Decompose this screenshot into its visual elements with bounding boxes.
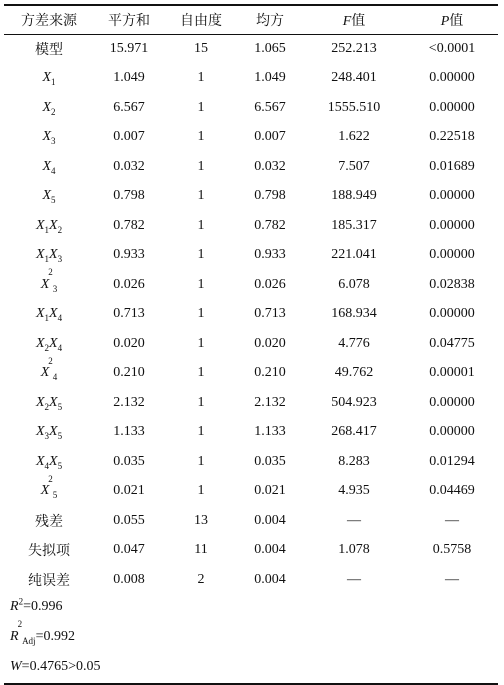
note-r2-letter: R bbox=[10, 599, 19, 614]
note-w-letter: W bbox=[10, 659, 22, 674]
table-row bbox=[4, 536, 498, 566]
note-r2adj-letter: R bbox=[10, 629, 19, 644]
table-row bbox=[4, 152, 498, 182]
cell-p-value: 0.00000 bbox=[429, 70, 475, 86]
cell-f-value: 1555.510 bbox=[327, 99, 381, 115]
cell-mean-square: 0.004 bbox=[254, 542, 286, 558]
cell-sum-of-squares: 0.035 bbox=[113, 453, 145, 469]
table-row bbox=[4, 241, 498, 271]
cell-p-value: — bbox=[445, 571, 459, 587]
cell-df: 1 bbox=[197, 217, 205, 233]
cell-df: 1 bbox=[197, 158, 205, 174]
cell-f-value: 7.507 bbox=[338, 158, 370, 174]
cell-p-value: 0.04775 bbox=[429, 335, 475, 351]
cell-f-value: 188.949 bbox=[331, 188, 377, 204]
cell-p-value: — bbox=[445, 512, 459, 528]
cell-f-value: 49.762 bbox=[334, 365, 374, 381]
header-f-letter: F bbox=[342, 14, 352, 29]
cell-df: 1 bbox=[197, 335, 205, 351]
table-row bbox=[4, 477, 498, 507]
cell-p-value: 0.22518 bbox=[429, 129, 475, 145]
cell-source-term: $X_2$ bbox=[42, 99, 56, 117]
table-row bbox=[4, 182, 498, 212]
cell-source-term: $X_1X_4$ bbox=[35, 306, 63, 324]
cell-p-value: 0.00000 bbox=[429, 247, 475, 263]
cell-source-term: $X_1X_3$ bbox=[35, 247, 63, 265]
cell-df: 1 bbox=[197, 276, 205, 292]
cell-mean-square: 1.049 bbox=[254, 70, 286, 86]
note-r2adj-sup: 2 bbox=[17, 619, 23, 630]
header-f-suffix: 值 bbox=[351, 14, 366, 29]
table-row bbox=[4, 506, 498, 536]
cell-f-value: 252.213 bbox=[331, 40, 377, 56]
cell-p-value: 0.01689 bbox=[429, 158, 475, 174]
cell-p-value: 0.00000 bbox=[429, 99, 475, 115]
cell-sum-of-squares: 0.055 bbox=[113, 512, 145, 528]
table-row bbox=[4, 300, 498, 330]
cell-f-value: 168.934 bbox=[331, 306, 377, 322]
cell-mean-square: 1.065 bbox=[254, 40, 286, 56]
cell-sum-of-squares: 0.798 bbox=[113, 188, 145, 204]
cell-sum-of-squares: 0.210 bbox=[113, 365, 145, 381]
table-row bbox=[4, 93, 498, 123]
cell-source: 模型 bbox=[35, 42, 63, 58]
cell-mean-square: 1.133 bbox=[254, 424, 286, 440]
cell-source: 纯误差 bbox=[28, 573, 70, 589]
cell-source-term: $X_5$ bbox=[42, 188, 56, 206]
cell-mean-square: 0.004 bbox=[254, 571, 286, 587]
cell-sum-of-squares: 0.032 bbox=[113, 158, 145, 174]
cell-f-value: 1.622 bbox=[338, 129, 370, 145]
cell-sum-of-squares: 1.049 bbox=[113, 70, 145, 86]
cell-mean-square: 0.782 bbox=[254, 217, 286, 233]
cell-f-value: 6.078 bbox=[338, 276, 370, 292]
cell-source-term: $X_4X_5$ bbox=[35, 453, 63, 471]
note-w-value: =0.4765>0.05 bbox=[21, 659, 101, 674]
cell-mean-square: 0.035 bbox=[254, 453, 286, 469]
cell-p-value: 0.5758 bbox=[432, 542, 472, 558]
cell-df: 1 bbox=[197, 483, 205, 499]
cell-df: 1 bbox=[197, 424, 205, 440]
cell-p-value: 0.00000 bbox=[429, 217, 475, 233]
cell-sum-of-squares: 15.971 bbox=[109, 40, 149, 56]
cell-source-term: $X^2_5$ bbox=[40, 473, 58, 501]
cell-source: 失拟项 bbox=[28, 544, 70, 560]
table-notes bbox=[10, 592, 100, 682]
cell-source-term: $X_2X_4$ bbox=[35, 335, 63, 353]
cell-source-term: $X_1X_2$ bbox=[35, 217, 63, 235]
cell-df: 11 bbox=[194, 542, 208, 558]
cell-f-value: 8.283 bbox=[338, 453, 370, 469]
cell-sum-of-squares: 0.026 bbox=[113, 276, 145, 292]
cell-source-term: $X_3X_5$ bbox=[35, 424, 63, 442]
cell-f-value: 268.417 bbox=[331, 424, 377, 440]
header-source: 方差来源 bbox=[21, 14, 77, 29]
table-row bbox=[4, 447, 498, 477]
cell-df: 2 bbox=[197, 571, 205, 587]
note-r2adj-scripts bbox=[17, 619, 36, 652]
header-mean-square: 均方 bbox=[256, 14, 284, 29]
header-sum-of-squares: 平方和 bbox=[108, 14, 150, 29]
table-body bbox=[4, 34, 498, 595]
cell-source-term: $X_4$ bbox=[42, 158, 56, 176]
note-r2 bbox=[10, 592, 100, 622]
cell-source-term: $X_1$ bbox=[42, 70, 56, 88]
note-r2-value: =0.996 bbox=[23, 599, 63, 614]
cell-df: 1 bbox=[197, 188, 205, 204]
cell-mean-square: 0.032 bbox=[254, 158, 286, 174]
cell-sum-of-squares: 0.021 bbox=[113, 483, 145, 499]
table-row bbox=[4, 359, 498, 389]
note-r2-adj bbox=[10, 619, 100, 652]
cell-mean-square: 0.020 bbox=[254, 335, 286, 351]
cell-f-value: 221.041 bbox=[331, 247, 377, 263]
cell-df: 13 bbox=[194, 512, 208, 528]
note-r2adj-value: =0.992 bbox=[35, 629, 75, 644]
cell-p-value: 0.04469 bbox=[429, 483, 475, 499]
cell-sum-of-squares: 0.933 bbox=[113, 247, 145, 263]
cell-sum-of-squares: 0.047 bbox=[113, 542, 145, 558]
cell-p-value: 0.01294 bbox=[429, 453, 475, 469]
cell-df: 1 bbox=[197, 247, 205, 263]
cell-p-value: 0.00001 bbox=[429, 365, 475, 381]
cell-p-value: 0.00000 bbox=[429, 424, 475, 440]
anova-table bbox=[4, 6, 498, 595]
cell-sum-of-squares: 0.020 bbox=[113, 335, 145, 351]
cell-source-term: $X_2X_5$ bbox=[35, 394, 63, 412]
cell-df: 1 bbox=[197, 129, 205, 145]
cell-mean-square: 0.004 bbox=[254, 512, 286, 528]
cell-df: 1 bbox=[197, 306, 205, 322]
cell-sum-of-squares: 6.567 bbox=[113, 99, 145, 115]
cell-f-value: 4.776 bbox=[338, 335, 370, 351]
cell-source-term: $X^2_4$ bbox=[40, 355, 58, 383]
cell-mean-square: 0.021 bbox=[254, 483, 286, 499]
cell-f-value: — bbox=[347, 571, 361, 587]
cell-p-value: 0.00000 bbox=[429, 188, 475, 204]
cell-sum-of-squares: 0.007 bbox=[113, 129, 145, 145]
note-r2adj-sub: Adj bbox=[22, 635, 36, 646]
cell-source-term: $X_3$ bbox=[42, 129, 56, 147]
cell-mean-square: 2.132 bbox=[254, 394, 286, 410]
table-row bbox=[4, 123, 498, 153]
header-p-letter: P bbox=[440, 14, 450, 29]
table-row bbox=[4, 64, 498, 94]
table-row bbox=[4, 34, 498, 64]
cell-sum-of-squares: 0.782 bbox=[113, 217, 145, 233]
cell-df: 15 bbox=[194, 40, 208, 56]
header-degrees-of-freedom: 自由度 bbox=[180, 14, 222, 29]
cell-mean-square: 0.007 bbox=[254, 129, 286, 145]
cell-f-value: 248.401 bbox=[331, 70, 377, 86]
cell-sum-of-squares: 0.008 bbox=[113, 571, 145, 587]
cell-f-value: 185.317 bbox=[331, 217, 377, 233]
cell-mean-square: 6.567 bbox=[254, 99, 286, 115]
cell-p-value: <0.0001 bbox=[428, 40, 476, 56]
cell-df: 1 bbox=[197, 365, 205, 381]
table-header-row bbox=[4, 6, 498, 34]
cell-mean-square: 0.210 bbox=[254, 365, 286, 381]
cell-p-value: 0.00000 bbox=[429, 394, 475, 410]
cell-p-value: 0.00000 bbox=[429, 306, 475, 322]
note-w bbox=[10, 652, 100, 682]
cell-sum-of-squares: 1.133 bbox=[113, 424, 145, 440]
cell-mean-square: 0.026 bbox=[254, 276, 286, 292]
table-row bbox=[4, 388, 498, 418]
cell-mean-square: 0.933 bbox=[254, 247, 286, 263]
cell-f-value: 4.935 bbox=[338, 483, 370, 499]
header-p-value bbox=[406, 6, 498, 34]
table-row bbox=[4, 418, 498, 448]
cell-df: 1 bbox=[197, 453, 205, 469]
cell-f-value: 504.923 bbox=[331, 394, 377, 410]
cell-df: 1 bbox=[197, 99, 205, 115]
table-row bbox=[4, 565, 498, 595]
cell-sum-of-squares: 0.713 bbox=[113, 306, 145, 322]
cell-sum-of-squares: 2.132 bbox=[113, 394, 145, 410]
cell-df: 1 bbox=[197, 70, 205, 86]
note-r2-sup: 2 bbox=[18, 596, 24, 607]
header-f-value bbox=[302, 6, 406, 34]
header-p-suffix: 值 bbox=[449, 14, 464, 29]
cell-mean-square: 0.798 bbox=[254, 188, 286, 204]
cell-source: 残差 bbox=[35, 514, 63, 530]
table-row bbox=[4, 211, 498, 241]
cell-p-value: 0.02838 bbox=[429, 276, 475, 292]
cell-mean-square: 0.713 bbox=[254, 306, 286, 322]
table-row bbox=[4, 329, 498, 359]
table-row bbox=[4, 270, 498, 300]
cell-df: 1 bbox=[197, 394, 205, 410]
cell-f-value: — bbox=[347, 512, 361, 528]
cell-source-term: $X^2_3$ bbox=[40, 267, 58, 294]
cell-f-value: 1.078 bbox=[338, 542, 370, 558]
